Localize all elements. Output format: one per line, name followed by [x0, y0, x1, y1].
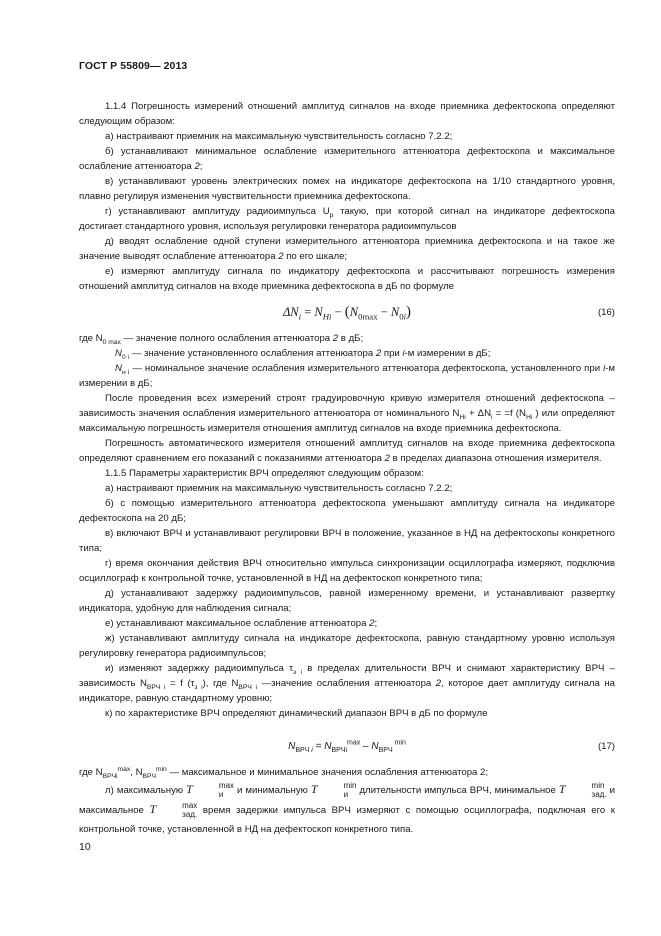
list-item: а) настраивают приемник на максимальную чувствительность согласно 7.2.2; — [105, 131, 453, 142]
list-item: г) устанавливают амплитуду радиоимпульса $U_р$ такую, при которой сигнал на индикаторе дефектоскопа достигает стандартного уровня, используя регулировки генератора радиоимпульсов — [79, 206, 615, 232]
formula-16 — [79, 299, 615, 329]
t-z-min: T — [558, 782, 566, 796]
list-item: а) настраивают приемник на максимальную чувствительность согласно 7.2.2; — [105, 483, 453, 494]
list-item: л) максимальную T max и и минимальную T min и длительности импульса ВРЧ, минимальное T min зад. и максимальное T max зад. время задержки импульса ВРЧ измеряют с помощью осциллографа, подключая его к контрольной точке, установленной в НД на дефектоскоп конкретного типа. — [79, 781, 615, 835]
t-i-min: T — [310, 782, 318, 796]
list-item: е) измеряют амплитуду сигнала по индикатору дефектоскопа и рассчитывают погрешность измерения отношений амплитуд сигналов на входе приемника дефектоскопа в дБ по формуле — [79, 266, 615, 292]
formula-16-expression: $\Delta N_i = N_{Hi} - (N_{0max} - N_{0i})$ — [282, 304, 412, 322]
list-item: в) включают ВРЧ и устанавливают регулировки ВРЧ в положение, указанное в НД на дефектоскопы конкретного типа; — [79, 528, 615, 554]
formula-17-expression: $N_{ВРЧ i} = N_{ВРЧi}^{max} - N_{ВРЧ}$ $^{min}$ — [288, 739, 406, 754]
t-z-max: T — [149, 802, 157, 816]
list-item: б) устанавливают минимальное ослабление измерительного аттенюатора дефектоскопа и максимальное ослабление аттенюатора 2; — [79, 146, 615, 172]
paragraph: Погрешность автоматического измерителя отношений амплитуд сигналов на входе приемника дефектоскопа определяют сравнением его показаний с показаниями аттенюатора 2 в пределах диапазона отношения измерителя. — [79, 438, 615, 464]
formula-17-number: (17) — [597, 741, 615, 752]
legend-item: где $N_{0 max}$ — значение полного ослабления аттенюатора 2 в дБ; — [79, 333, 364, 346]
legend-item: $N_{н i}$ — номинальное значение ослабления измерительного аттенюатора дефектоскопа, установленного при i-м измерении в дБ; — [79, 363, 615, 389]
page-number: 10 — [79, 841, 91, 853]
list-item: ж) устанавливают амплитуду сигнала на индикаторе дефектоскопа, равную стандартному уровню используя регулировку генератора радиоимпульсов; — [79, 633, 615, 659]
document-header: ГОСТ Р 55809— 2013 — [79, 60, 188, 72]
formula-16-number: (16) — [597, 307, 615, 318]
list-item: в) устанавливают уровень электрических помех на индикаторе дефектоскопа на 1/10 стандартного уровня, плавно регулируя изменения чувствительности приемника дефектоскопа. — [79, 176, 615, 202]
t-i-max: T — [186, 782, 193, 796]
formula-17 — [79, 733, 615, 759]
list-item: д) устанавливают задержку радиоимпульсов, равной измеренному времени, и устанавливают развертку индикатора, удобную для наблюдения сигнала; — [79, 588, 615, 614]
paragraph: 1.1.4 Погрешность измерений отношений амплитуд сигналов на входе приемника дефектоскопа определяют следующим образом: — [79, 101, 615, 127]
list-item: г) время окончания действия ВРЧ относительно импульса синхронизации осциллографа измеряют, подключив осциллограф к контрольной точке, установленной в НД на дефектоскоп конкретного типа; — [79, 558, 615, 584]
list-item: и) изменяют задержку радиоимпульса $\tau_{з i}$ в пределах длительности ВРЧ и снимают характеристику ВРЧ – зависимость $N_{ВРЧ i} = f$ $(\tau_{з i})$, где $N_{ВРЧ i}$ —значение ослабления аттенюатора 2, которое дает амплитуду сигнала на индикаторе, равную стандартному уровню; — [79, 663, 615, 704]
legend-item: $N_{0 i}$ — значение установленного ослабления аттенюатора 2 при i-м измерении в дБ; — [115, 348, 491, 361]
list-item: б) с помощью измерительного аттенюатора дефектоскопа уменьшают амплитуду сигнала на индикаторе дефектоскопа на 20 дБ; — [79, 498, 615, 524]
legend-item: где $N_{ВРЧi}^{max}$, $N_{ВРЧ}^{min}$ — максимальное и минимальное значения ослабления аттенюатора 2; — [79, 765, 489, 780]
paragraph: 1.1.5 Параметры характеристик ВРЧ определяют следующим образом: — [105, 468, 424, 479]
page-body — [79, 99, 615, 839]
paragraph: После проведения всех измерений строят градуировочную кривую измерителя отношений дефектоскопа – зависимость значения ослабления измерительного аттенюатора от номинального $N_{Hi} + \Delta N_i = =f$ ($N_{Hi}$ ) или определяют максимальную погрешность измерителя отношения амплитуд сигналов на входе приемника дефектоскопа. — [79, 393, 615, 434]
list-item: е) устанавливают максимальное ослабление аттенюатора 2; — [105, 618, 378, 629]
list-item: к) по характеристике ВРЧ определяют динамический диапазон ВРЧ в дБ по формуле — [105, 708, 488, 719]
list-item: д) вводят ослабление одной ступени измерительного аттенюатора приемника дефектоскопа и на такое же значение выводят ослабление аттенюатора 2 по его шкале; — [79, 236, 615, 262]
